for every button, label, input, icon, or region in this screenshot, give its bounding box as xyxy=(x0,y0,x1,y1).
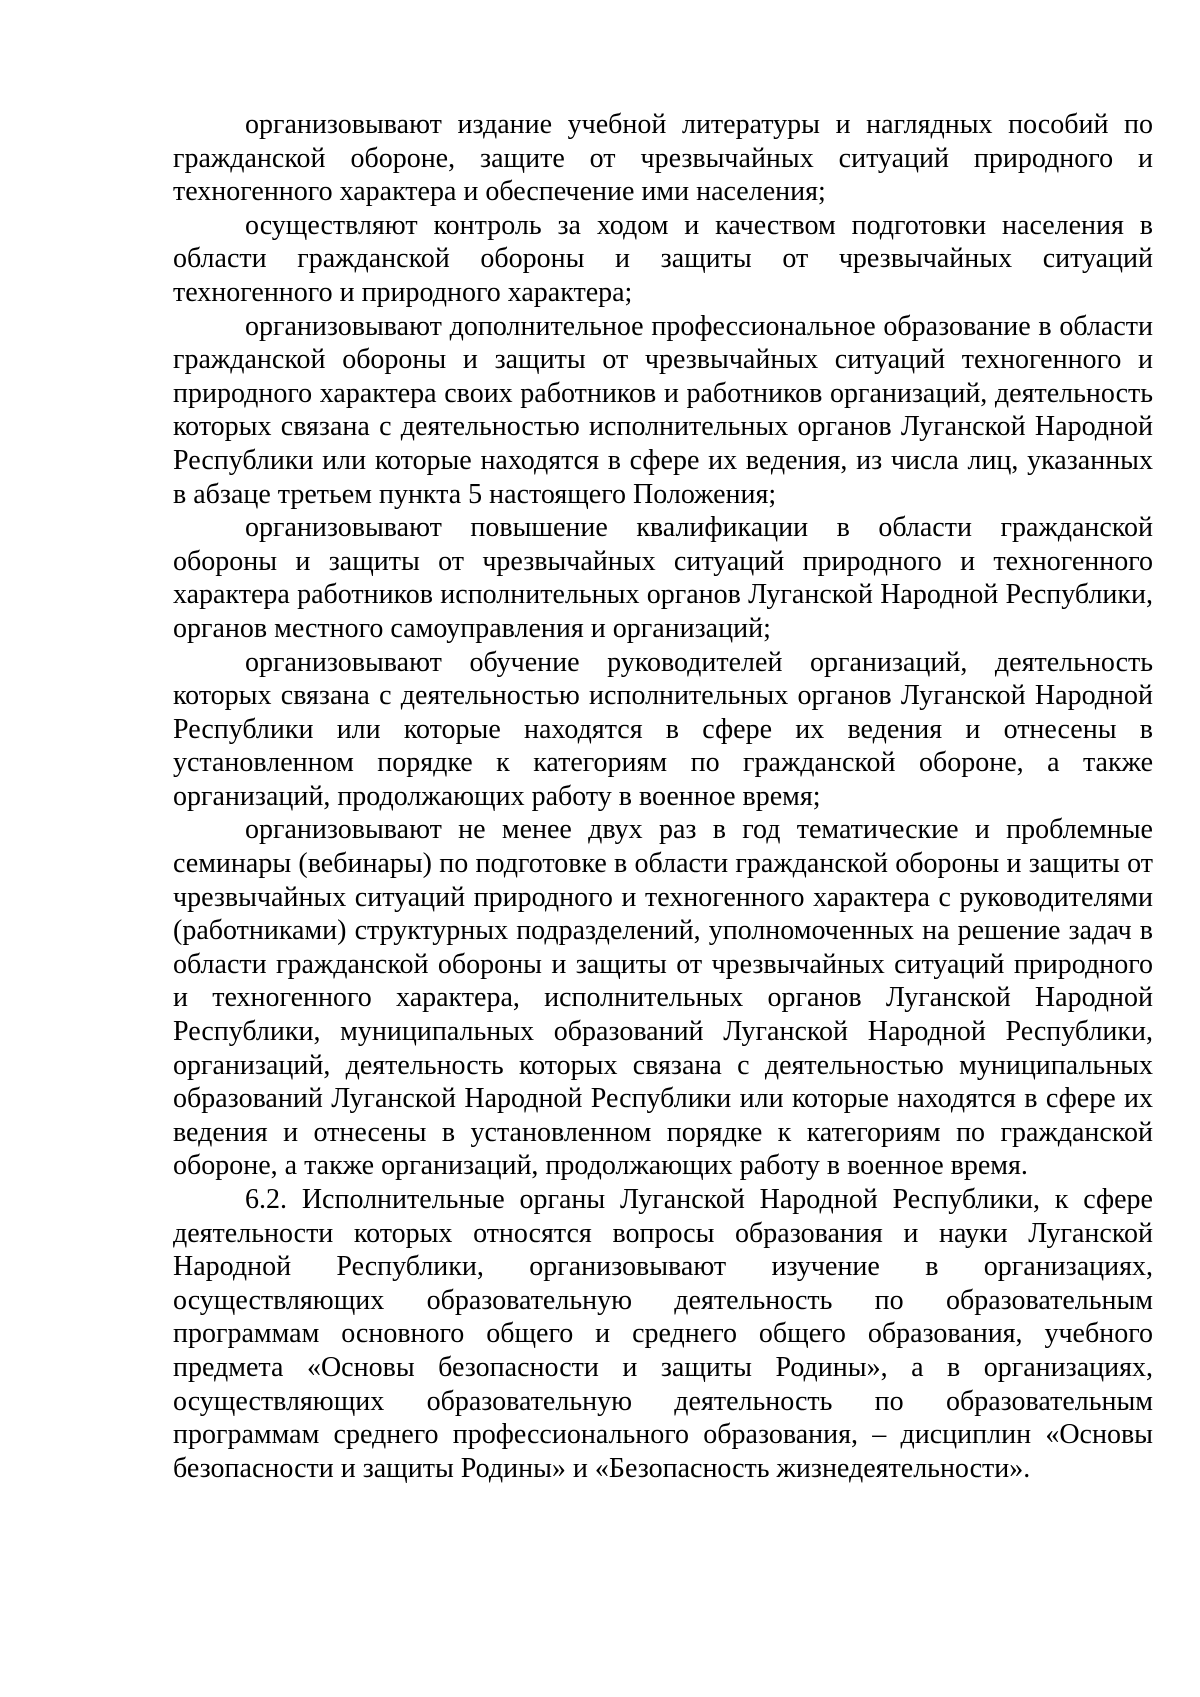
paragraph-5: организовывают обучение руководителей организаций, деятельность которых связана с деятельностью исполнительных органов Луганской Народной Республики или которые находятся в сфере их ведения и отнесены в установленном порядке к категориям по гражданской обороне, а также организаций, продолжающих работу в военное время; xyxy=(173,646,1153,812)
paragraph-6: организовывают не менее двух раз в год тематические и проблемные семинары (вебинары) по подготовке в области гражданской обороны и защиты от чрезвычайных ситуаций природного и техногенного характера с руководителями (работниками) структурных подразделений, уполномоченных на решение задач в области гражданской обороны и защиты от чрезвычайных ситуаций природного и техногенного характера, исполнительных органов Луганской Народной Республики, муниципальных образований Луганской Народной Республики, организаций, деятельность которых связана с деятельностью муниципальных образований Луганской Народной Республики или которые находятся в сфере их ведения и отнесены в установленном порядке к категориям по гражданской обороне, а также организаций, продолжающих работу в военное время. xyxy=(173,814,1153,1182)
paragraph-1: организовывают издание учебной литературы и наглядных пособий по гражданской обороне, защите от чрезвычайных ситуаций природного и техногенного характера и обеспечение ими населения; xyxy=(173,109,1153,208)
document-body xyxy=(173,108,1153,1485)
paragraph-7: 6.2. Исполнительные органы Луганской Народной Республики, к сфере деятельности которых относятся вопросы образования и науки Луганской Народной Республики, организовывают изучение в организациях, осуществляющих образовательную деятельность по образовательным программам основного общего и среднего общего образования, учебного предмета «Основы безопасности и защиты Родины», а в организациях, осуществляющих образовательную деятельность по образовательным программам среднего профессионального образования, – дисциплин «Основы безопасности и защиты Родины» и «Безопасность жизнедеятельности». xyxy=(173,1184,1153,1484)
paragraph-2: осуществляют контроль за ходом и качеством подготовки населения в области гражданской обороны и защиты от чрезвычайных ситуаций техногенного и природного характера; xyxy=(173,209,1153,308)
paragraph-3: организовывают дополнительное профессиональное образование в области гражданской обороны и защиты от чрезвычайных ситуаций техногенного и природного характера своих работников и работников организаций, деятельность которых связана с деятельностью исполнительных органов Луганской Народной Республики или которые находятся в сфере их ведения, из числа лиц, указанных в абзаце третьем пункта 5 настоящего Положения; xyxy=(173,310,1153,510)
paragraph-4: организовывают повышение квалификации в области гражданской обороны и защиты от чрезвычайных ситуаций природного и техногенного характера работников исполнительных органов Луганской Народной Республики, органов местного самоуправления и организаций; xyxy=(173,512,1153,644)
